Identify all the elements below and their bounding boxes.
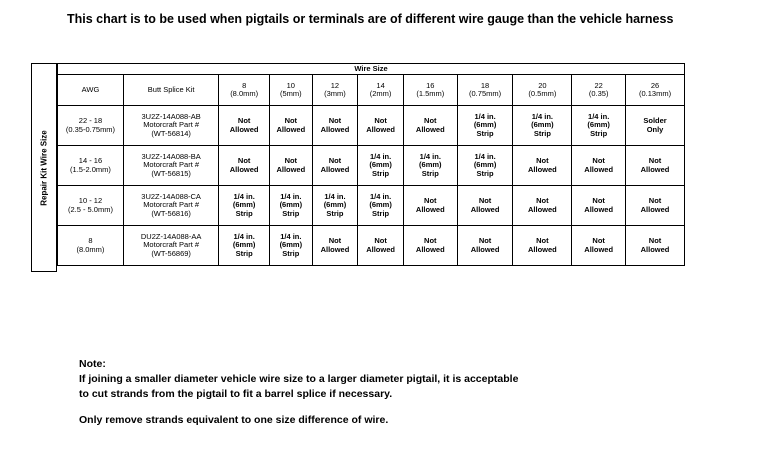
value-cell: Not Allowed (403, 106, 457, 146)
wire-gauge-table (57, 63, 685, 266)
kit-cell: 3U2Z-14A088-CA Motorcraft Part # (WT-56816) (123, 186, 218, 226)
value-cell: Not Allowed (457, 226, 513, 266)
kit-header: Butt Splice Kit (123, 75, 218, 106)
table-row (58, 106, 685, 146)
value-cell: 1/4 in. (6mm) Strip (457, 106, 513, 146)
size-header: 14 (2mm) (358, 75, 404, 106)
size-header: 16 (1.5mm) (403, 75, 457, 106)
value-cell: Solder Only (626, 106, 685, 146)
kit-cell: 3U2Z-14A088-AB Motorcraft Part # (WT-56814) (123, 106, 218, 146)
value-cell: Not Allowed (358, 226, 404, 266)
value-cell: Not Allowed (403, 186, 457, 226)
value-cell: Not Allowed (270, 146, 313, 186)
value-cell: Not Allowed (572, 226, 626, 266)
value-cell: Not Allowed (626, 186, 685, 226)
awg-header: AWG (58, 75, 124, 106)
size-header: 8 (8.0mm) (219, 75, 270, 106)
size-header: 12 (3mm) (312, 75, 358, 106)
table-row (58, 146, 685, 186)
size-header: 26 (0.13mm) (626, 75, 685, 106)
side-label-text: Repair Kit Wire Size (39, 129, 49, 206)
value-cell: Not Allowed (219, 146, 270, 186)
size-header: 20 (0.5mm) (513, 75, 572, 106)
value-cell: 1/4 in. (6mm) Strip (572, 106, 626, 146)
table-row (58, 186, 685, 226)
awg-cell: 14 - 16 (1.5-2.0mm) (58, 146, 124, 186)
note-block (79, 357, 518, 428)
value-cell: Not Allowed (270, 106, 313, 146)
value-cell: 1/4 in. (6mm) Strip (358, 186, 404, 226)
value-cell: Not Allowed (358, 106, 404, 146)
value-cell: 1/4 in. (6mm) Strip (270, 226, 313, 266)
value-cell: Not Allowed (457, 186, 513, 226)
value-cell: Not Allowed (403, 226, 457, 266)
value-cell: Not Allowed (312, 226, 358, 266)
value-cell: Not Allowed (513, 186, 572, 226)
note-line: to cut strands from the pigtail to fit a barrel splice if necessary. (79, 388, 393, 400)
value-cell: Not Allowed (572, 186, 626, 226)
value-cell: Not Allowed (513, 146, 572, 186)
value-cell: 1/4 in. (6mm) Strip (513, 106, 572, 146)
kit-cell: 3U2Z-14A088-BA Motorcraft Part # (WT-56815) (123, 146, 218, 186)
value-cell: Not Allowed (312, 106, 358, 146)
value-cell: 1/4 in. (6mm) Strip (457, 146, 513, 186)
note-line: Only remove strands equivalent to one size difference of wire. (79, 414, 389, 426)
value-cell: 1/4 in. (6mm) Strip (219, 226, 270, 266)
value-cell: Not Allowed (312, 146, 358, 186)
value-cell: Not Allowed (626, 226, 685, 266)
value-cell: Not Allowed (626, 146, 685, 186)
note-heading: Note: (79, 358, 106, 370)
value-cell: 1/4 in. (6mm) Strip (403, 146, 457, 186)
table-row (58, 226, 685, 266)
value-cell: 1/4 in. (6mm) Strip (270, 186, 313, 226)
value-cell: 1/4 in. (6mm) Strip (219, 186, 270, 226)
header-row (58, 75, 685, 106)
chart-title: This chart is to be used when pigtails or terminals are of different wire gauge than the vehicle harness (67, 12, 674, 26)
value-cell: 1/4 in. (6mm) Strip (312, 186, 358, 226)
value-cell: Not Allowed (219, 106, 270, 146)
wire-size-header: Wire Size (58, 64, 685, 75)
value-cell: Not Allowed (513, 226, 572, 266)
kit-cell: DU2Z-14A088-AA Motorcraft Part # (WT-56869) (123, 226, 218, 266)
awg-cell: 10 - 12 (2.5 - 5.0mm) (58, 186, 124, 226)
awg-cell: 8 (8.0mm) (58, 226, 124, 266)
size-header: 10 (5mm) (270, 75, 313, 106)
value-cell: 1/4 in. (6mm) Strip (358, 146, 404, 186)
note-line: If joining a smaller diameter vehicle wire size to a larger diameter pigtail, it is acceptable (79, 373, 519, 385)
size-header: 22 (0.35) (572, 75, 626, 106)
value-cell: Not Allowed (572, 146, 626, 186)
size-header: 18 (0.75mm) (457, 75, 513, 106)
repair-kit-wire-size-label (31, 63, 57, 272)
awg-cell: 22 - 18 (0.35-0.75mm) (58, 106, 124, 146)
